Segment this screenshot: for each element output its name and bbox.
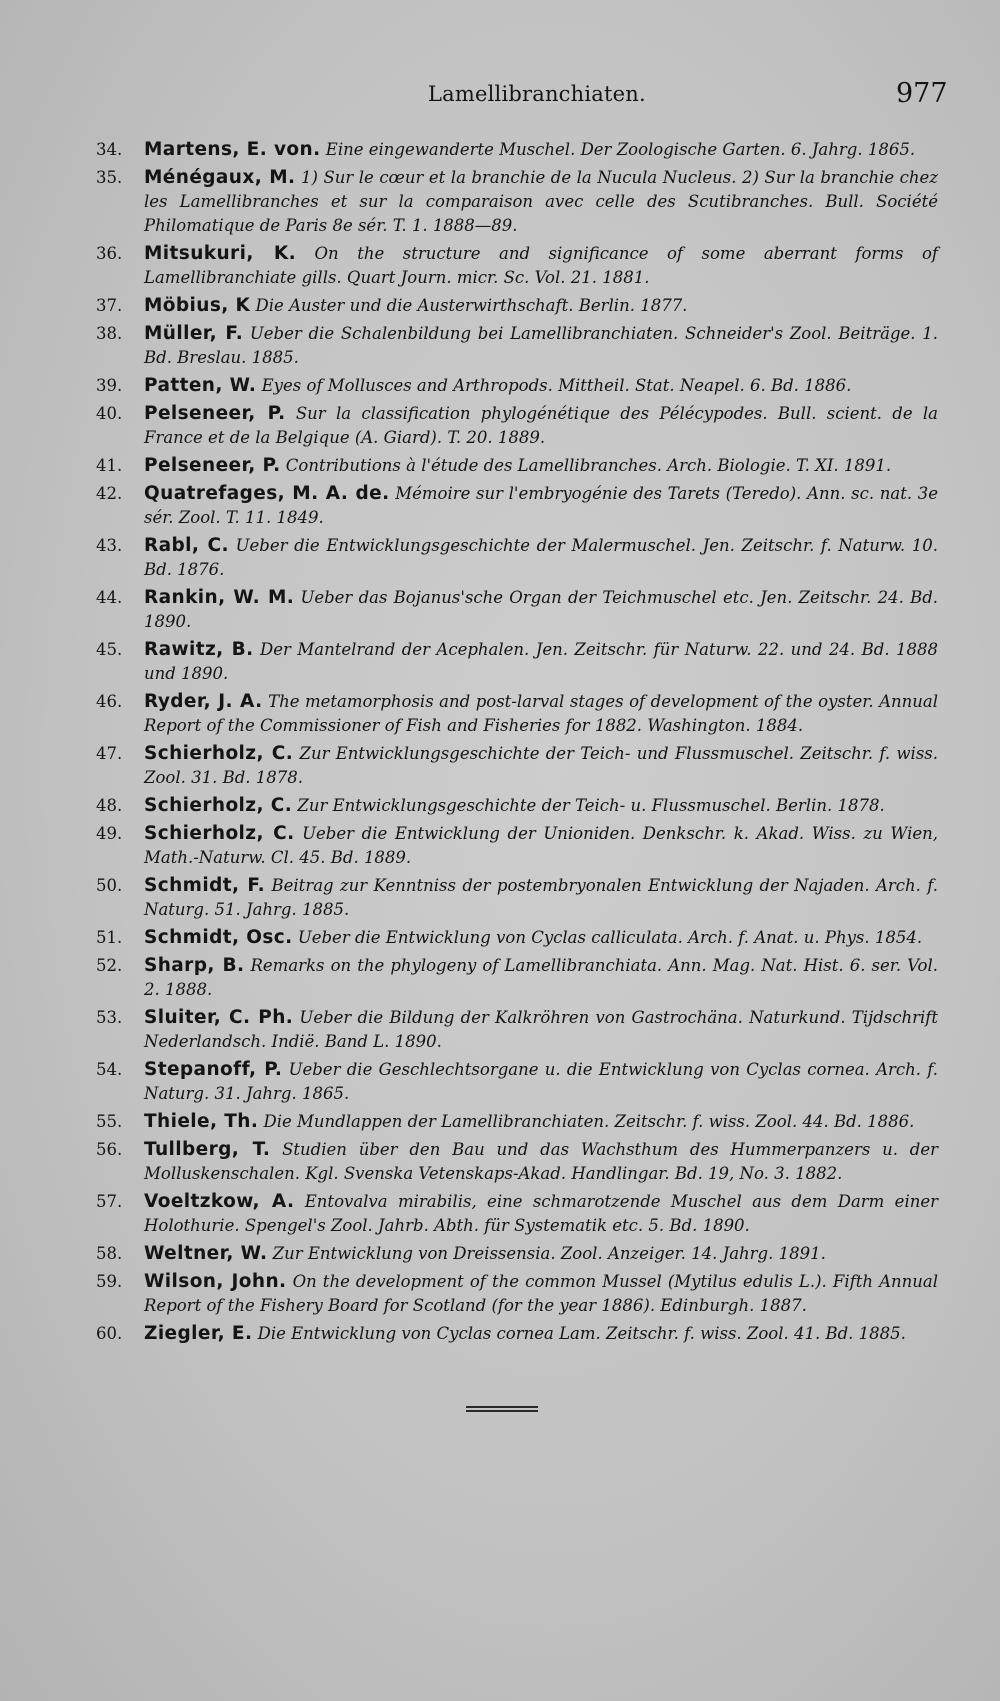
reference-work: Mémoire sur l'embryogénie des Tarets (Teredo). Ann. sc. nat. 3e sér. Zool. T. 11. 1849.: [144, 484, 938, 527]
reference-author: Thiele, Th.: [144, 1111, 259, 1132]
reference-author: Müller, F.: [144, 323, 244, 344]
reference-number: 38.: [96, 324, 123, 343]
reference-entry: [96, 586, 938, 634]
page-header: [0, 80, 1000, 120]
reference-work: Zur Entwicklung von Dreissensia. Zool. Anzeiger. 14. Jahrg. 1891.: [272, 1244, 826, 1263]
reference-author: Schmidt, F.: [144, 875, 266, 896]
reference-author: Patten, W.: [144, 375, 257, 396]
reference-number: 34.: [96, 140, 123, 159]
reference-entry: [96, 1322, 938, 1346]
reference-work: Die Auster und die Austerwirthschaft. Berlin. 1877.: [255, 296, 688, 315]
reference-number: 49.: [96, 824, 123, 843]
reference-author: Weltner, W.: [144, 1243, 268, 1264]
reference-entry: [96, 874, 938, 922]
reference-author: Tullberg, T.: [144, 1139, 271, 1160]
reference-list: [96, 138, 938, 1350]
reference-entry: [96, 534, 938, 582]
reference-number: 55.: [96, 1112, 123, 1131]
reference-entry: [96, 742, 938, 790]
reference-author: Rabl, C.: [144, 535, 229, 556]
reference-entry: [96, 322, 938, 370]
reference-author: Pelseneer, P.: [144, 403, 286, 424]
reference-work: On the structure and significance of some aberrant forms of Lamellibranchiate gills. Quart Journ. micr. Sc. Vol. 21. 1881.: [144, 244, 938, 287]
reference-number: 43.: [96, 536, 123, 555]
reference-work: Ueber die Bildung der Kalkröhren von Gastrochäna. Naturkund. Tijdschrift Nederlandsch. Indië. Band L. 1890.: [144, 1008, 939, 1051]
reference-entry: [96, 1190, 938, 1238]
reference-number: 42.: [96, 484, 123, 503]
reference-entry: [96, 926, 938, 950]
reference-entry: [96, 1058, 938, 1106]
reference-author: Pelseneer, P.: [144, 455, 281, 476]
reference-work: Der Mantelrand der Acephalen. Jen. Zeitschr. für Naturw. 22. und 24. Bd. 1888 und 1890.: [144, 640, 938, 683]
reference-author: Schierholz, C.: [144, 743, 294, 764]
reference-entry: [96, 794, 938, 818]
reference-entry: [96, 138, 938, 162]
reference-work: Zur Entwicklungsgeschichte der Teich- und Flussmuschel. Zeitschr. f. wiss. Zool. 31. Bd. 1878.: [144, 744, 939, 787]
reference-entry: [96, 954, 938, 1002]
reference-work: Ueber die Entwicklung der Unioniden. Denkschr. k. Akad. Wiss. zu Wien, Math.-Naturw. Cl. 45. Bd. 1889.: [144, 824, 939, 867]
reference-work: Eyes of Mollusces and Arthropods. Mittheil. Stat. Neapel. 6. Bd. 1886.: [261, 376, 852, 395]
running-title: Lamellibranchiaten.: [428, 82, 646, 106]
reference-number: 52.: [96, 956, 123, 975]
reference-author: Quatrefages, M. A. de.: [144, 483, 390, 504]
reference-work: On the development of the common Mussel (Mytilus edulis L.). Fifth Annual Report of the Fishery Board for Scotland (for the year 1886). Edinburgh. 1887.: [144, 1272, 938, 1315]
reference-author: Stepanoff, P.: [144, 1059, 283, 1080]
reference-work: Entovalva mirabilis, eine schmarotzende Muschel aus dem Darm einer Holothurie. Spengel's Zool. Jahrb. Abth. für Systematik etc. 5. Bd. 1890.: [144, 1192, 938, 1235]
reference-entry: [96, 1006, 938, 1054]
reference-author: Ryder, J. A.: [144, 691, 263, 712]
reference-entry: [96, 1242, 938, 1266]
reference-author: Wilson, John.: [144, 1271, 287, 1292]
reference-entry: [96, 690, 938, 738]
reference-number: 48.: [96, 796, 123, 815]
reference-author: Sluiter, C. Ph.: [144, 1007, 294, 1028]
reference-work: Ueber die Schalenbildung bei Lamellibranchiaten. Schneider's Zool. Beiträge. 1. Bd. Breslau. 1885.: [144, 324, 938, 367]
reference-number: 40.: [96, 404, 123, 423]
reference-entry: [96, 638, 938, 686]
reference-number: 54.: [96, 1060, 123, 1079]
reference-entry: [96, 454, 938, 478]
reference-author: Ziegler, E.: [144, 1323, 253, 1344]
reference-entry: [96, 1138, 938, 1186]
rule-line: [466, 1406, 538, 1408]
reference-work: Sur la classification phylogénétique des Pélécypodes. Bull. scient. de la France et de la Belgique (A. Giard). T. 20. 1889.: [144, 404, 938, 447]
reference-author: Voeltzkow, A.: [144, 1191, 295, 1212]
reference-work: Zur Entwicklungsgeschichte der Teich- u. Flussmuschel. Berlin. 1878.: [297, 796, 885, 815]
reference-number: 37.: [96, 296, 123, 315]
reference-number: 44.: [96, 588, 123, 607]
reference-author: Sharp, B.: [144, 955, 245, 976]
reference-work: Contributions à l'étude des Lamellibranches. Arch. Biologie. T. XI. 1891.: [285, 456, 892, 475]
reference-number: 46.: [96, 692, 123, 711]
reference-number: 53.: [96, 1008, 123, 1027]
reference-author: Möbius, K: [144, 295, 251, 316]
reference-work: Die Mundlappen der Lamellibranchiaten. Zeitschr. f. wiss. Zool. 44. Bd. 1886.: [263, 1112, 915, 1131]
reference-entry: [96, 482, 938, 530]
reference-number: 59.: [96, 1272, 123, 1291]
reference-author: Mitsukuri, K.: [144, 243, 297, 264]
reference-number: 56.: [96, 1140, 123, 1159]
reference-number: 60.: [96, 1324, 123, 1343]
reference-number: 35.: [96, 168, 123, 187]
reference-entry: [96, 1110, 938, 1134]
section-end-double-rule: [466, 1406, 538, 1412]
reference-entry: [96, 294, 938, 318]
reference-number: 47.: [96, 744, 123, 763]
reference-number: 57.: [96, 1192, 123, 1211]
reference-author: Schierholz, C.: [144, 823, 295, 844]
reference-work: Ueber die Entwicklungsgeschichte der Malermuschel. Jen. Zeitschr. f. Naturw. 10. Bd. 1876.: [144, 536, 938, 579]
reference-work: Ueber die Geschlechtsorgane u. die Entwicklung von Cyclas cornea. Arch. f. Naturg. 31. Jahrg. 1865.: [144, 1060, 939, 1103]
reference-number: 45.: [96, 640, 123, 659]
reference-work: Ueber die Entwicklung von Cyclas calliculata. Arch. f. Anat. u. Phys. 1854.: [297, 928, 923, 947]
reference-number: 36.: [96, 244, 123, 263]
reference-author: Ménégaux, M.: [144, 167, 296, 188]
page-number: 977: [896, 78, 948, 109]
rule-line: [466, 1410, 538, 1412]
reference-author: Rawitz, B.: [144, 639, 254, 660]
reference-entry: [96, 374, 938, 398]
reference-number: 39.: [96, 376, 123, 395]
reference-number: 51.: [96, 928, 123, 947]
reference-work: 1) Sur le cœur et la branchie de la Nucula Nucleus. 2) Sur la branchie chez les Lamellibranches et sur la comparaison avec celle des Scutibranches. Bull. Société Philomatique de Paris 8e sér. T. 1. 1888—89.: [144, 168, 939, 235]
reference-number: 58.: [96, 1244, 123, 1263]
reference-work: The metamorphosis and post-larval stages of development of the oyster. Annual Report of the Commissioner of Fish and Fisheries for 1882. Washington. 1884.: [144, 692, 938, 735]
reference-entry: [96, 1270, 938, 1318]
reference-author: Schierholz, C.: [144, 795, 293, 816]
reference-number: 50.: [96, 876, 123, 895]
reference-work: Eine eingewanderte Muschel. Der Zoologische Garten. 6. Jahrg. 1865.: [325, 140, 916, 159]
reference-work: Ueber das Bojanus'sche Organ der Teichmuschel etc. Jen. Zeitschr. 24. Bd. 1890.: [144, 588, 939, 631]
reference-entry: [96, 822, 938, 870]
reference-entry: [96, 242, 938, 290]
reference-work: Die Entwicklung von Cyclas cornea Lam. Zeitschr. f. wiss. Zool. 41. Bd. 1885.: [257, 1324, 906, 1343]
reference-entry: [96, 402, 938, 450]
reference-entry: [96, 166, 938, 238]
reference-work: Studien über den Bau und das Wachsthum des Hummerpanzers u. der Molluskenschalen. Kgl. Svenska Vetenskaps-Akad. Handlingar. Bd. 19, No. 3. 1882.: [144, 1140, 939, 1183]
reference-author: Schmidt, Osc.: [144, 927, 293, 948]
reference-author: Martens, E. von.: [144, 139, 321, 160]
reference-work: Remarks on the phylogeny of Lamellibranchiata. Ann. Mag. Nat. Hist. 6. ser. Vol. 2. 1888.: [144, 956, 939, 999]
reference-number: 41.: [96, 456, 123, 475]
reference-author: Rankin, W. M.: [144, 587, 295, 608]
reference-work: Beitrag zur Kenntniss der postembryonalen Entwicklung der Najaden. Arch. f. Naturg. 51. Jahrg. 1885.: [144, 876, 939, 919]
